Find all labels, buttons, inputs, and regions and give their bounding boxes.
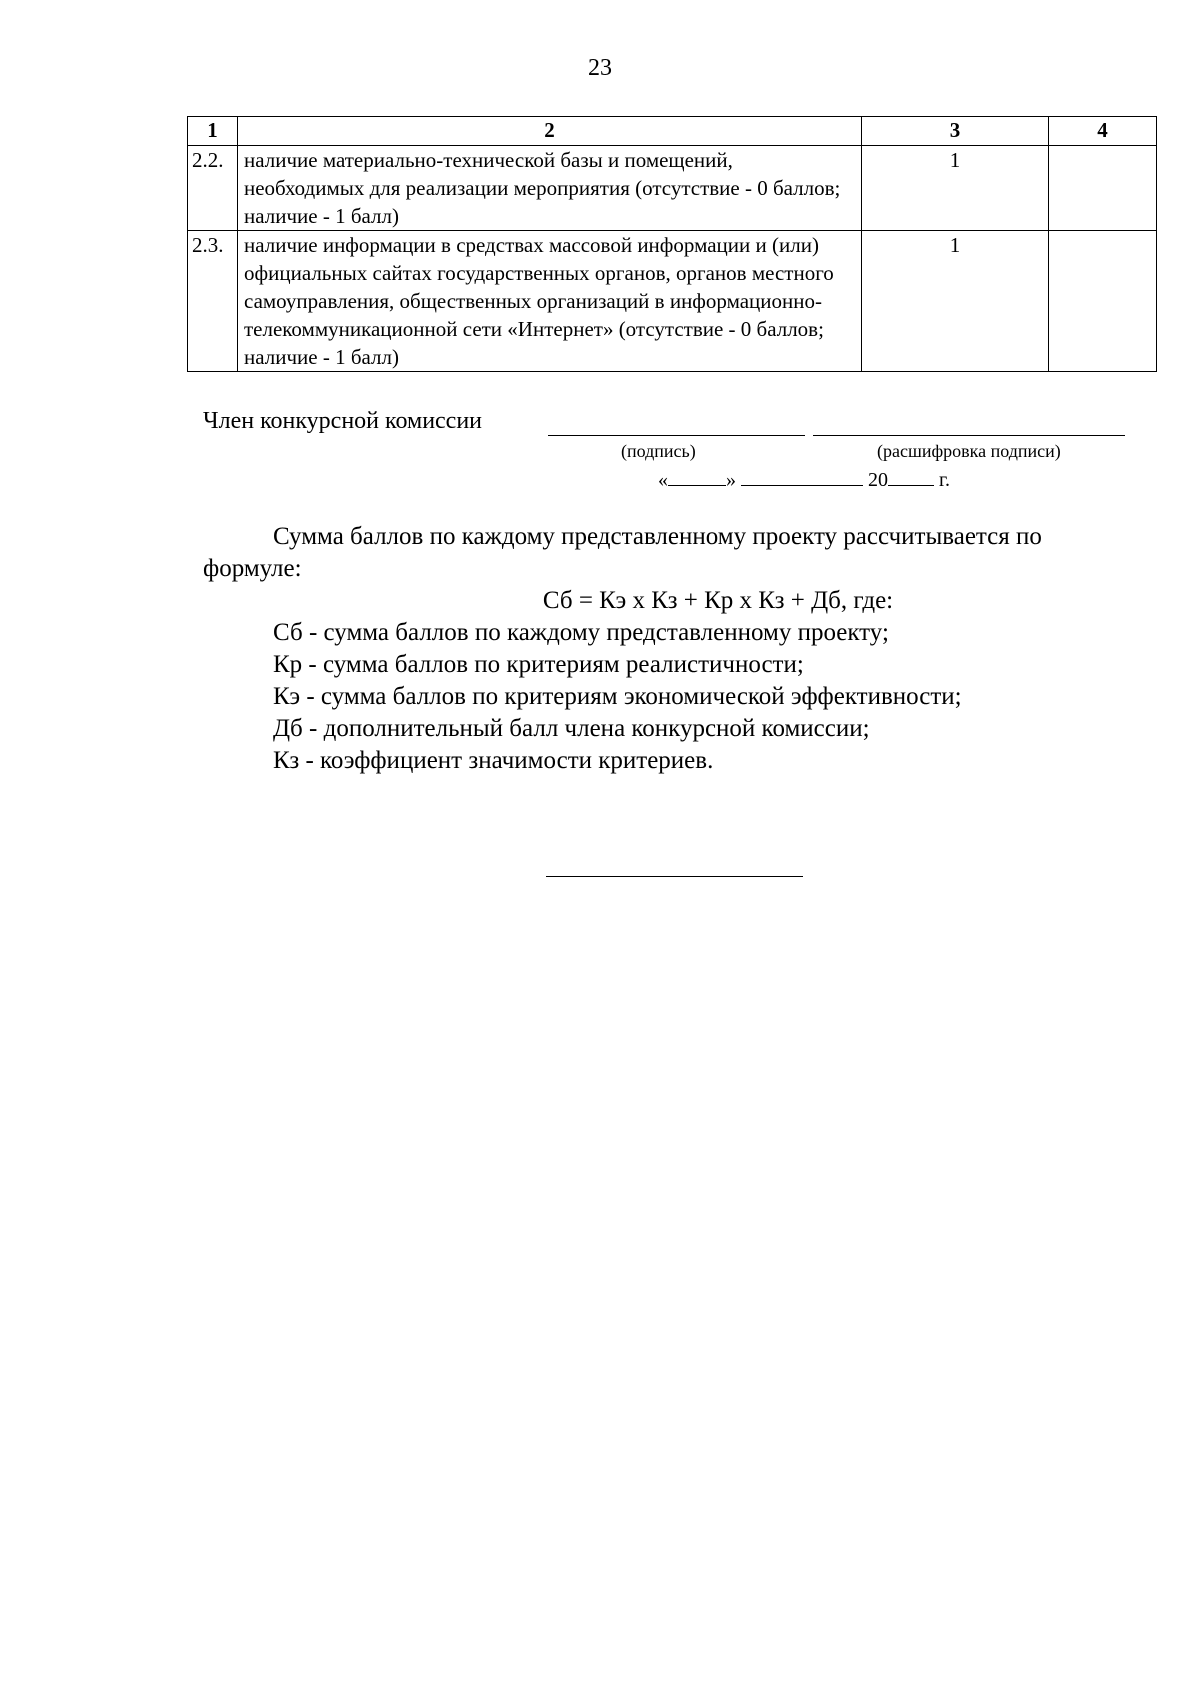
signature-decoding-line	[813, 435, 1125, 436]
intro-paragraph: Сумма баллов по каждому представленному проекту рассчитывается по формуле:	[203, 523, 1042, 582]
end-divider	[546, 876, 803, 877]
criterion-text: наличие материально-технической базы и помещений, необходимых для реализации мероприятия (отсутствие - 0 баллов; наличие - 1 балл)	[238, 146, 862, 231]
page-number: 23	[588, 55, 612, 81]
table-header-row	[188, 117, 1157, 146]
formula: Сб = Кэ х Кз + Кр х Кз + Дб, где:	[542, 587, 894, 614]
criterion-value	[1049, 146, 1157, 231]
column-header: 1	[188, 117, 238, 146]
signature-label: Член конкурсной комиссии	[203, 408, 483, 434]
formula-section	[203, 521, 1123, 777]
signature-caption: (подпись)	[621, 441, 696, 461]
column-header: 4	[1049, 117, 1157, 146]
signature-decoding-caption: (расшифровка подписи)	[877, 441, 1061, 461]
signature-block	[203, 406, 1163, 496]
row-number: 2.3.	[188, 231, 238, 372]
row-number: 2.2.	[188, 146, 238, 231]
definition-item: Дб - дополнительный балл члена конкурсной комиссии;	[273, 715, 870, 742]
criteria-table	[187, 116, 1157, 372]
date-field	[658, 465, 950, 493]
definition-item: Кэ - сумма баллов по критериям экономической эффективности;	[273, 683, 962, 710]
date-close-quote: »	[726, 469, 736, 491]
criterion-value	[1049, 231, 1157, 372]
month-blank	[741, 465, 863, 486]
day-blank	[668, 465, 726, 486]
criterion-text: наличие информации в средствах массовой информации и (или) официальных сайтах государственных органов, органов местного самоуправления, общественных организаций в информационно-телекоммуникационной сети «Интернет» (отсутствие - 0 баллов; наличие - 1 балл)	[238, 231, 862, 372]
definition-item: Сб - сумма баллов по каждому представленному проекту;	[273, 619, 889, 646]
definition-item: Кз - коэффициент значимости критериев.	[273, 747, 714, 774]
date-open-quote: «	[658, 469, 668, 491]
criterion-score: 1	[862, 146, 1049, 231]
year-blank	[888, 465, 934, 486]
definition-item: Кр - сумма баллов по критериям реалистичности;	[273, 651, 804, 678]
criterion-score: 1	[862, 231, 1049, 372]
signature-line	[548, 435, 805, 436]
column-header: 2	[238, 117, 862, 146]
year-suffix: г.	[939, 469, 950, 491]
column-header: 3	[862, 117, 1049, 146]
table-row	[188, 231, 1157, 372]
year-prefix: 20	[868, 469, 888, 491]
table-row	[188, 146, 1157, 231]
